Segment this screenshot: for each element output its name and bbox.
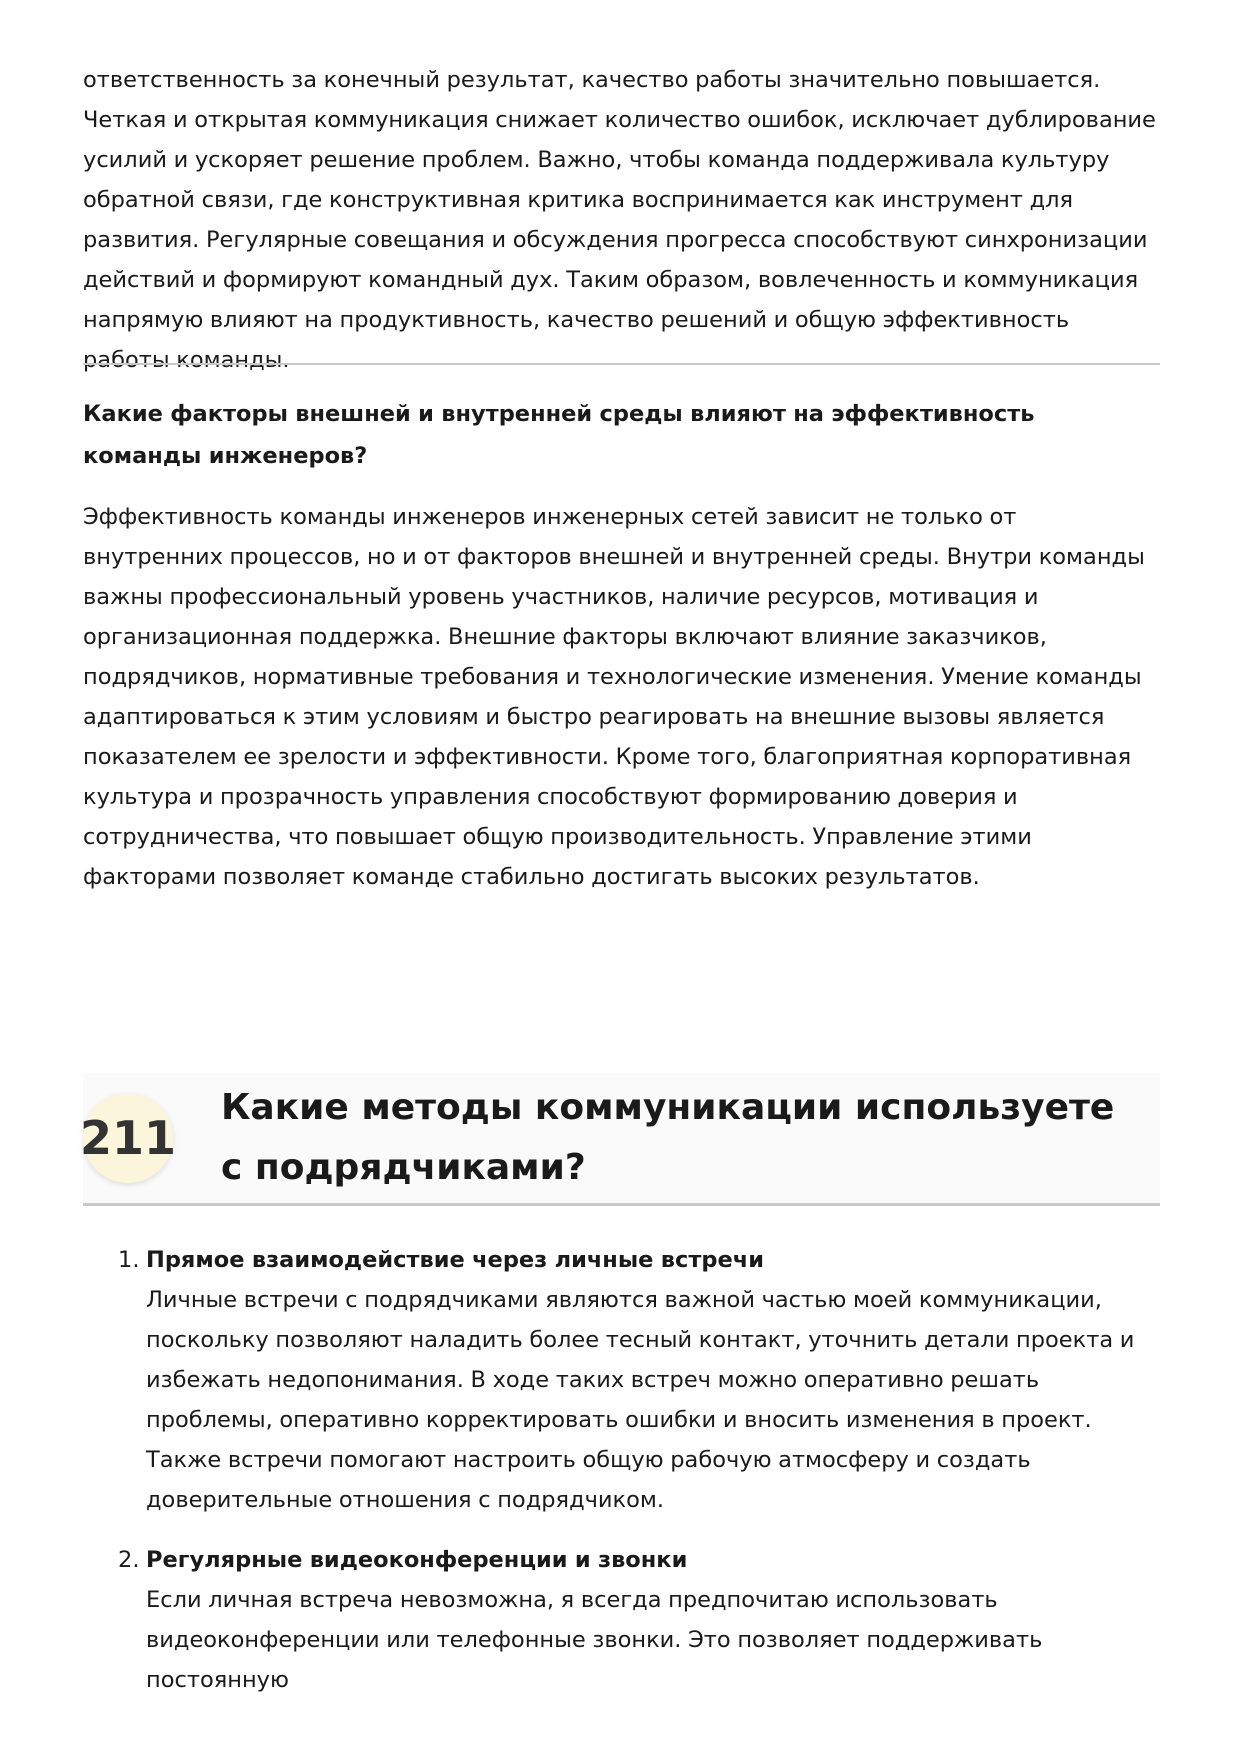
question-header	[79, 1073, 1160, 1206]
list-item-title: Регулярные видеоконференции и звонки	[146, 1547, 688, 1573]
answer-list	[83, 1240, 1160, 1700]
subquestion-heading: Какие факторы внешней и внутренней среды влияют на эффективность команды инженеров?	[83, 401, 1035, 469]
list-item-number: 2.	[118, 1547, 140, 1573]
list-item-text: Если личная встреча невозможна, я всегда предпочитаю использовать видеоконференции или телефонные звонки. Это позволяет поддерживать постоянную	[146, 1587, 1043, 1693]
list-item-text: Личные встречи с подрядчиками являются важной частью моей коммуникации, поскольку позволяют наладить более тесный контакт, уточнить детали проекта и избежать недопонимания. В ходе таких встреч можно оперативно решать проблемы, оперативно корректировать ошибки и вносить изменения в проект. Также встречи помогают настроить общую рабочую атмосферу и создать доверительные отношения с подрядчиком.	[146, 1287, 1135, 1513]
divider	[83, 363, 1160, 365]
subquestion-paragraph: Эффективность команды инженеров инженерных сетей зависит не только от внутренних процессов, но и от факторов внешней и внутренней среды. Внутри команды важны профессиональный уровень участников, наличие ресурсов, мотивация и организационная поддержка. Внешние факторы включают влияние заказчиков, подрядчиков, нормативные требования и технологические изменения. Умение команды адаптироваться к этим условиям и быстро реагировать на внешние вызовы является показателем ее зрелости и эффективности. Кроме того, благоприятная корпоративная культура и прозрачность управления способствуют формированию доверия и сотрудничества, что повышает общую производительность. Управление этими факторами позволяет команде стабильно достигать высоких результатов.	[83, 504, 1145, 890]
list-item	[83, 1540, 1160, 1700]
intro-paragraph: ответственность за конечный результат, качество работы значительно повышается. Четкая и открытая коммуникация снижает количество ошибок, исключает дублирование усилий и ускоряет решение проблем. Важно, чтобы команда поддерживала культуру обратной связи, где конструктивная критика воспринимается как инструмент для развития. Регулярные совещания и обсуждения прогресса способствуют синхронизации действий и формируют командный дух. Таким образом, вовлеченность и коммуникация напрямую влияют на продуктивность, качество решений и общую эффективность работы команды.	[83, 67, 1156, 373]
question-number: 211	[79, 1111, 177, 1165]
list-item-number: 1.	[118, 1247, 140, 1273]
list-item-title: Прямое взаимодействие через личные встречи	[146, 1247, 764, 1273]
question-title: Какие методы коммуникации используете с подрядчиками?	[221, 1087, 1115, 1188]
list-item	[83, 1240, 1160, 1520]
question-number-badge	[79, 1093, 177, 1183]
